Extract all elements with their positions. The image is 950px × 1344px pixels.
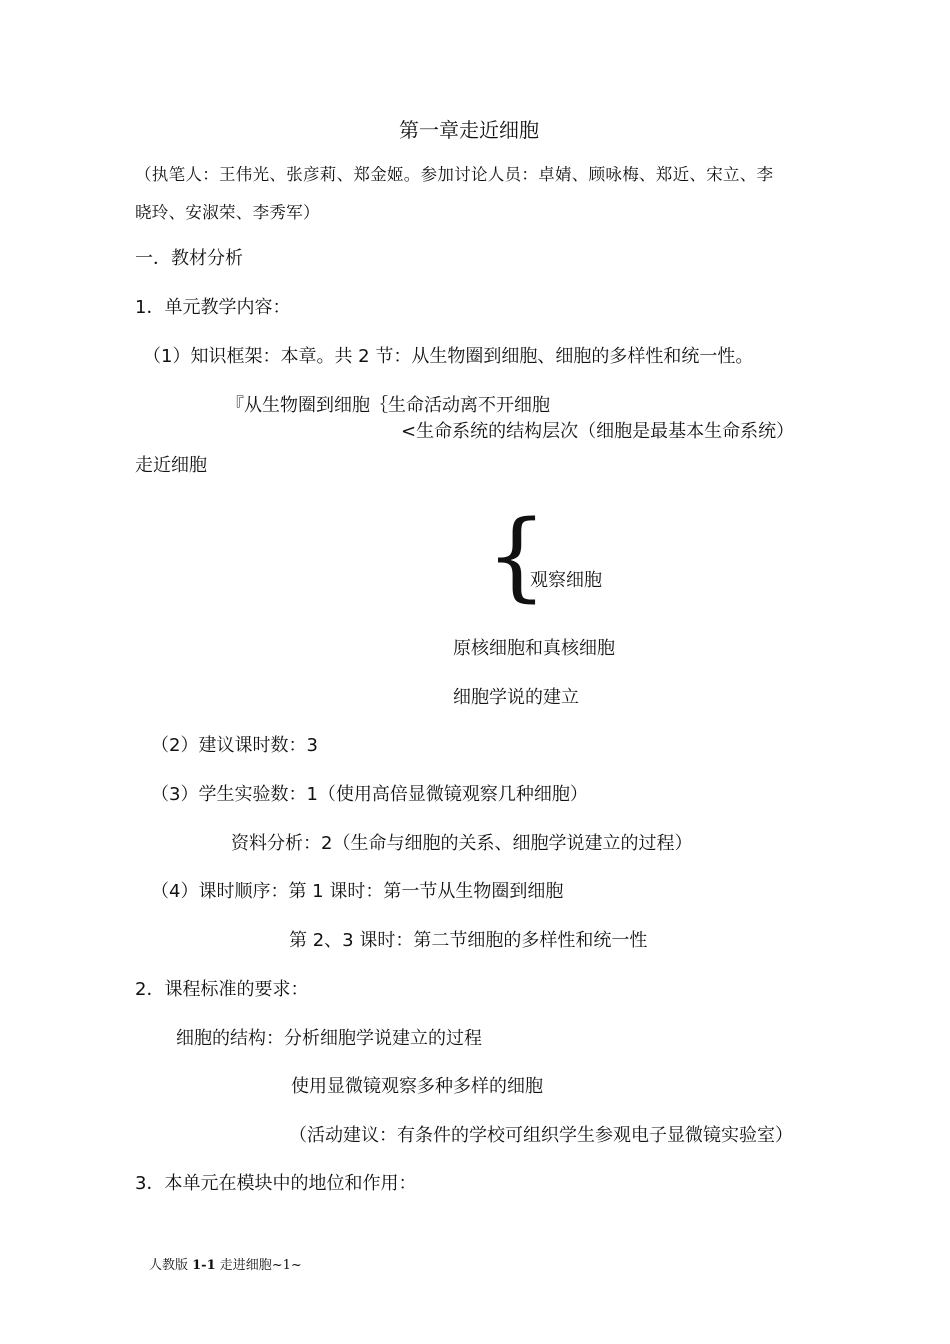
suggested-hours: （2）建议课时数：3 bbox=[151, 735, 318, 756]
item-heading-curriculum-standards: 2．课程标准的要求： bbox=[135, 979, 309, 1000]
footer-prefix: 人教版 bbox=[149, 1258, 193, 1273]
item-heading-unit-content: 1．单元教学内容： bbox=[135, 297, 291, 318]
lesson-order-2: 第 2、3 课时：第二节细胞的多样性和统一性 bbox=[289, 930, 648, 951]
framework-node-section1: 『从生物圈到细胞｛生命活动离不开细胞 bbox=[226, 395, 550, 416]
framework-brace: { bbox=[486, 500, 548, 612]
framework-root-node: 走近细胞 bbox=[135, 455, 207, 476]
data-analysis: 资料分析：2（生命与细胞的关系、细胞学说建立的过程） bbox=[231, 833, 693, 854]
footer-suffix: 走进细胞~1~ bbox=[215, 1258, 302, 1273]
framework-node-structural-levels: <生命系统的结构层次（细胞是最基本生命系统） bbox=[401, 421, 795, 442]
standard-cell-structure: 细胞的结构：分析细胞学说建立的过程 bbox=[176, 1028, 482, 1049]
item-heading-unit-role: 3．本单元在模块中的地位和作用： bbox=[135, 1173, 417, 1194]
authors-line-1: （执笔人：王伟光、张彦莉、郑金姬。参加讨论人员：卓婧、顾咏梅、郑近、宋立、李 bbox=[135, 165, 774, 184]
student-experiments: （3）学生实验数：1（使用高倍显微镜观察几种细胞） bbox=[151, 784, 588, 805]
standard-activity-suggestion: （活动建议：有条件的学校可组织学生参观电子显微镜实验室） bbox=[289, 1125, 793, 1146]
framework-node-prokaryote-eukaryote: 原核细胞和真核细胞 bbox=[453, 638, 615, 659]
section-heading-textbook-analysis: 一．教材分析 bbox=[135, 248, 243, 269]
authors-line-2: 晓玲、安淑荣、李秀军） bbox=[135, 203, 320, 222]
framework-node-observe-cells: 观察细胞 bbox=[530, 570, 602, 591]
knowledge-framework-text: （1）知识框架：本章。共 2 节：从生物圈到细胞、细胞的多样性和统一性。 bbox=[143, 346, 754, 367]
page-footer bbox=[149, 1257, 302, 1275]
page-title: 第一章走近细胞 bbox=[399, 118, 539, 142]
standard-microscope: 使用显微镜观察多种多样的细胞 bbox=[291, 1076, 543, 1097]
framework-node-cell-theory: 细胞学说的建立 bbox=[453, 687, 579, 708]
lesson-order-1: （4）课时顺序：第 1 课时：第一节从生物圈到细胞 bbox=[151, 881, 564, 902]
footer-lesson-code: 1-1 bbox=[192, 1258, 216, 1273]
